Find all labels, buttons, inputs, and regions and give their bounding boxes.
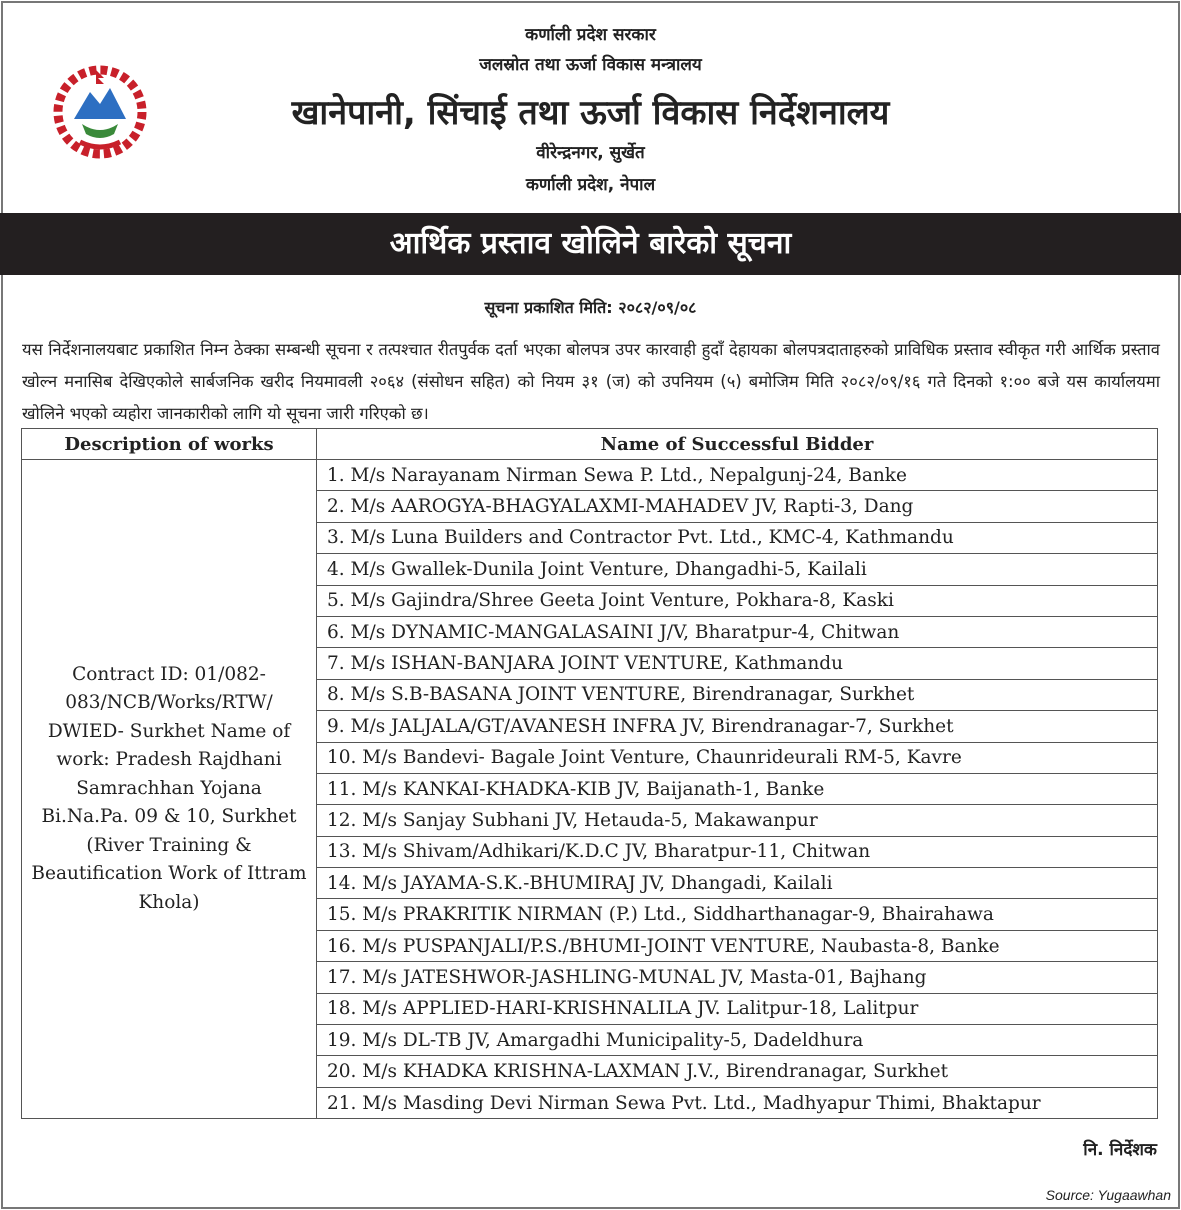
address-city: वीरेन्द्रनगर, सुर्खेत (536, 143, 645, 163)
bidder-name: 4. M/s Gwallek-Dunila Joint Venture, Dhangadhi-5, Kailali (317, 554, 1158, 585)
bidder-name: 16. M/s PUSPANJALI/P.S./BHUMI-JOINT VENTURE, Naubasta-8, Banke (317, 930, 1158, 961)
bidder-name: 12. M/s Sanjay Subhani JV, Hetauda-5, Makawanpur (317, 805, 1158, 836)
bidder-name: 17. M/s JATESHWOR-JASHLING-MUNAL JV, Masta-01, Bajhang (317, 962, 1158, 993)
bidder-name: 10. M/s Bandevi- Bagale Joint Venture, Chaunrideurali RM-5, Kavre (317, 742, 1158, 773)
bidder-name: 6. M/s DYNAMIC-MANGALASAINI J/V, Bharatpur-4, Chitwan (317, 616, 1158, 647)
bidders-table (21, 428, 1158, 1119)
header-bidder: Name of Successful Bidder (317, 429, 1158, 460)
bidder-name: 7. M/s ISHAN-BANJARA JOINT VENTURE, Kathmandu (317, 648, 1158, 679)
bidder-name: 20. M/s KHADKA KRISHNA-LAXMAN J.V., Birendranagar, Surkhet (317, 1056, 1158, 1087)
bidder-name: 9. M/s JALJALA/GT/AVANESH INFRA JV, Birendranagar-7, Surkhet (317, 711, 1158, 742)
bidder-name: 2. M/s AAROGYA-BHAGYALAXMI-MAHADEV JV, Rapti-3, Dang (317, 491, 1158, 522)
bidder-name: 3. M/s Luna Builders and Contractor Pvt. Ltd., KMC-4, Kathmandu (317, 522, 1158, 553)
bidder-name: 8. M/s S.B-BASANA JOINT VENTURE, Birendranagar, Surkhet (317, 679, 1158, 710)
bidder-name: 15. M/s PRAKRITIK NIRMAN (P.) Ltd., Siddharthanagar-9, Bhairahawa (317, 899, 1158, 930)
bidder-name: 13. M/s Shivam/Adhikari/K.D.C JV, Bharatpur-11, Chitwan (317, 836, 1158, 867)
header-description: Description of works (22, 429, 317, 460)
source-credit: Source: Yugaawhan (1045, 1187, 1171, 1203)
notice-body: यस निर्देशनालयबाट प्रकाशित निम्न ठेक्का सम्बन्धी सूचना र तत्पश्चात रीतपुर्वक दर्ता भएका बोलपत्र उपर कारवाही हुदाँ देहायका बोलपत्रदाताहरुको प्राविधिक प्रस्ताव स्वीकृत गरी आर्थिक प्रस्ताव खोल्न मनासिब देखिएकोले सार्बजनिक खरीद नियमावली २०६४ (संसोधन सहित) को नियम ३१ (ज) को उपनियम (५) बमोजिम मिति २०८२/०९/१६ गते दिनको १:०० बजे यस कार्यालयमा खोलिने भएको व्यहोरा जानकारीको लागि यो सूचना जारी गरिएको छ। (22, 340, 1160, 423)
bidder-name: 5. M/s Gajindra/Shree Geeta Joint Venture, Pokhara-8, Kaski (317, 585, 1158, 616)
address-province: कर्णाली प्रदेश, नेपाल (525, 175, 656, 195)
work-description: Contract ID: 01/082-083/NCB/Works/RTW/ DWIED- Surkhet Name of work: Pradesh Rajdhani Samrachhan Yojana Bi.Na.Pa. 09 & 10, Surkhet (River Training & Beautification Work of Ittram Khola) (22, 460, 317, 1119)
bidder-name: 21. M/s Masding Devi Nirman Sewa Pvt. Ltd., Madhyapur Thimi, Bhaktapur (317, 1087, 1158, 1118)
bidder-name: 14. M/s JAYAMA-S.K.-BHUMIRAJ JV, Dhangadi, Kailali (317, 868, 1158, 899)
notice-title: आर्थिक प्रस्ताव खोलिने बारेको सूचना (0, 213, 1181, 275)
directorate-title: खानेपानी, सिंचाई तथा ऊर्जा विकास निर्देशनालय (291, 93, 890, 133)
bidder-name: 18. M/s APPLIED-HARI-KRISHNALILA JV. Lalitpur-18, Lalitpur (317, 993, 1158, 1024)
signature: नि. निर्देशक (1083, 1140, 1157, 1160)
bidder-name: 11. M/s KANKAI-KHADKA-KIB JV, Baijanath-1, Banke (317, 773, 1158, 804)
table-row (22, 460, 1158, 491)
ministry-name: जलस्रोत तथा ऊर्जा विकास मन्त्रालय (479, 55, 702, 75)
bidder-name: 1. M/s Narayanam Nirman Sewa P. Ltd., Nepalgunj-24, Banke (317, 460, 1158, 491)
published-date: सूचना प्रकाशित मिति: २०८२/०९/०८ (484, 298, 697, 317)
bidder-name: 19. M/s DL-TB JV, Amargadhi Municipality-5, Dadeldhura (317, 1025, 1158, 1056)
government-name: कर्णाली प्रदेश सरकार (525, 25, 656, 45)
